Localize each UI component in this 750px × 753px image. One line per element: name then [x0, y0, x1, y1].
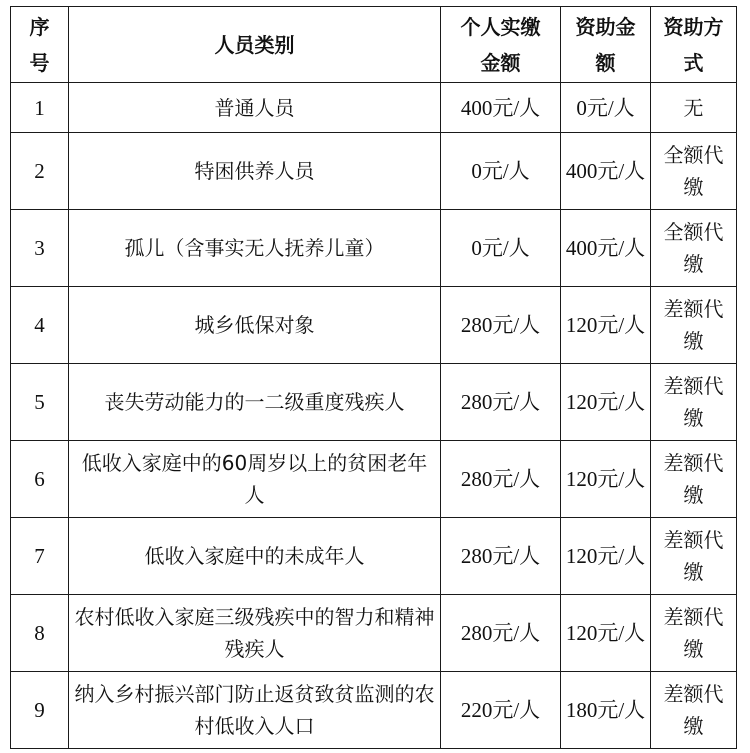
- subsidy-table-container: [10, 6, 737, 749]
- cell-category: 普通人员: [69, 83, 441, 133]
- cell-category: 纳入乡村振兴部门防止返贫致贫监测的农村低收入人口: [69, 672, 441, 749]
- header-category: 人员类别: [69, 7, 441, 83]
- table-row: [11, 83, 737, 133]
- cell-seq: 7: [11, 518, 69, 595]
- cell-personal-payment: 280元/人: [441, 441, 561, 518]
- cell-aid-method: 差额代缴: [651, 441, 737, 518]
- cell-aid-amount: 400元/人: [561, 133, 651, 210]
- cell-category: 特困供养人员: [69, 133, 441, 210]
- cell-aid-amount: 120元/人: [561, 287, 651, 364]
- table-row: [11, 133, 737, 210]
- cell-aid-amount: 0元/人: [561, 83, 651, 133]
- cell-aid-method: 全额代缴: [651, 133, 737, 210]
- cell-seq: 9: [11, 672, 69, 749]
- table-row: [11, 518, 737, 595]
- cell-seq: 1: [11, 83, 69, 133]
- header-aid-method: 资助方式: [651, 7, 737, 83]
- cell-aid-method: 差额代缴: [651, 287, 737, 364]
- cell-aid-method: 无: [651, 83, 737, 133]
- cell-aid-method: 差额代缴: [651, 364, 737, 441]
- header-aid-amount: 资助金额: [561, 7, 651, 83]
- cell-seq: 6: [11, 441, 69, 518]
- table-row: [11, 595, 737, 672]
- table-row: [11, 441, 737, 518]
- cell-personal-payment: 400元/人: [441, 83, 561, 133]
- cell-category: 城乡低保对象: [69, 287, 441, 364]
- table-row: [11, 210, 737, 287]
- cell-category: 孤儿（含事实无人抚养儿童）: [69, 210, 441, 287]
- cell-personal-payment: 280元/人: [441, 595, 561, 672]
- cell-aid-method: 全额代缴: [651, 210, 737, 287]
- cell-category: 低收入家庭中的60周岁以上的贫困老年人: [69, 441, 441, 518]
- cell-category: 低收入家庭中的未成年人: [69, 518, 441, 595]
- cell-personal-payment: 280元/人: [441, 287, 561, 364]
- cell-seq: 8: [11, 595, 69, 672]
- cell-category: 农村低收入家庭三级残疾中的智力和精神残疾人: [69, 595, 441, 672]
- cell-aid-amount: 120元/人: [561, 364, 651, 441]
- table-row: [11, 287, 737, 364]
- cell-category: 丧失劳动能力的一二级重度残疾人: [69, 364, 441, 441]
- cell-seq: 3: [11, 210, 69, 287]
- cell-aid-amount: 120元/人: [561, 595, 651, 672]
- subsidy-table: [10, 6, 737, 749]
- header-personal-payment: 个人实缴金额: [441, 7, 561, 83]
- cell-aid-amount: 120元/人: [561, 441, 651, 518]
- cell-aid-amount: 120元/人: [561, 518, 651, 595]
- cell-personal-payment: 0元/人: [441, 133, 561, 210]
- header-row: [11, 7, 737, 83]
- cell-personal-payment: 280元/人: [441, 364, 561, 441]
- table-row: [11, 672, 737, 749]
- cell-aid-amount: 180元/人: [561, 672, 651, 749]
- cell-seq: 4: [11, 287, 69, 364]
- header-seq: 序号: [11, 7, 69, 83]
- cell-personal-payment: 0元/人: [441, 210, 561, 287]
- cell-personal-payment: 280元/人: [441, 518, 561, 595]
- cell-aid-amount: 400元/人: [561, 210, 651, 287]
- cell-seq: 5: [11, 364, 69, 441]
- cell-aid-method: 差额代缴: [651, 595, 737, 672]
- cell-aid-method: 差额代缴: [651, 518, 737, 595]
- cell-seq: 2: [11, 133, 69, 210]
- table-row: [11, 364, 737, 441]
- cell-aid-method: 差额代缴: [651, 672, 737, 749]
- cell-personal-payment: 220元/人: [441, 672, 561, 749]
